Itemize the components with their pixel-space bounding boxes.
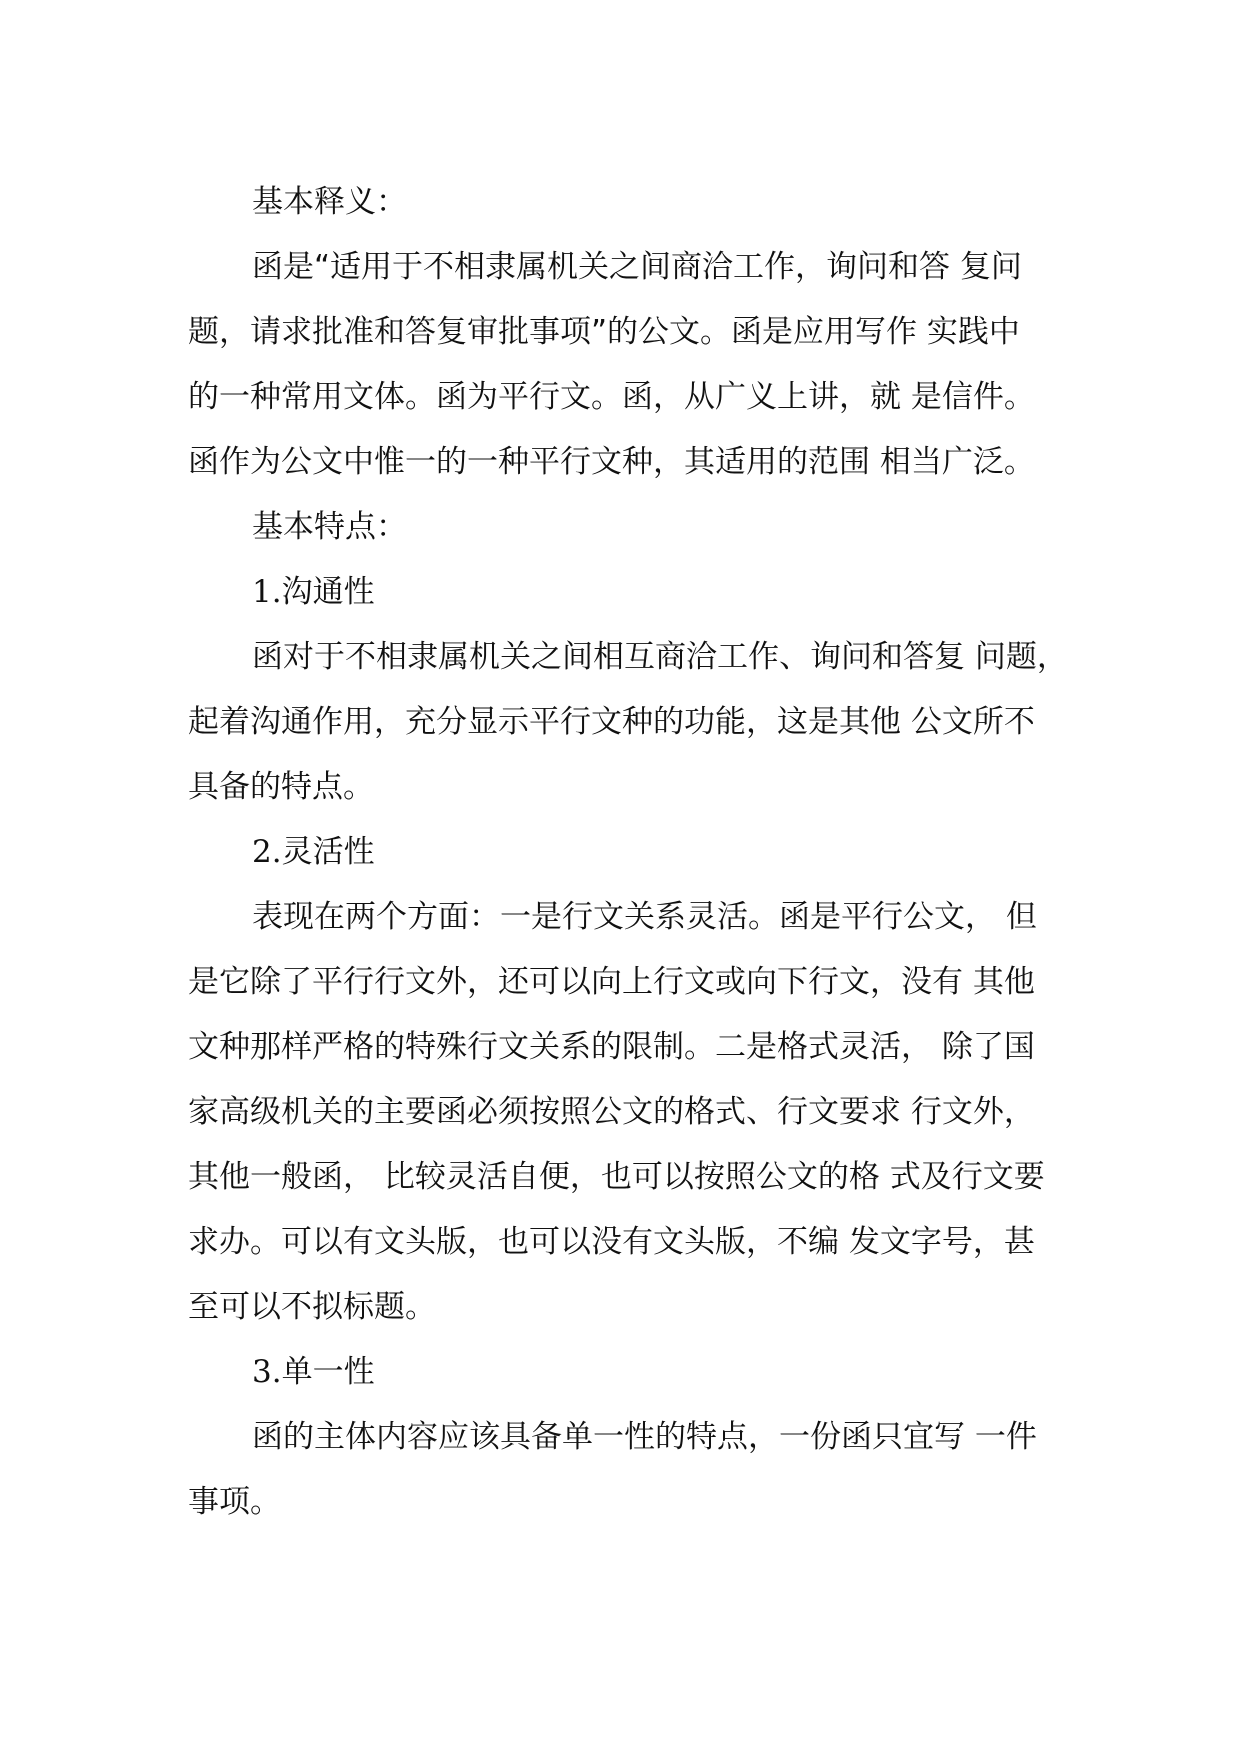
heading-features: 基本特点： [252,509,407,545]
feature-title: 沟通性 [281,574,375,610]
definition-line: 的一种常用文体。函为平行文。函，从广义上讲，就 是信件。 [188,379,1035,415]
feature-number: 2. [252,834,282,870]
definition-line: 函是“适用于不相隶属机关之间商洽工作，询问和答 复问 [252,249,1022,285]
feature-2-line: 文种那样严格的特殊行文关系的限制。二是格式灵活， 除了国 [188,1029,1035,1065]
document-body [188,170,1108,1535]
definition-line: 题，请求批准和答复审批事项”的公文。函是应用写作 实践中 [188,314,1020,350]
feature-2-line: 至可以不拟标题。 [188,1289,436,1325]
feature-title: 单一性 [281,1354,375,1390]
feature-2-line: 表现在两个方面：一是行文关系灵活。函是平行公文， 但 [252,899,1037,935]
feature-3-line: 函的主体内容应该具备单一性的特点，一份函只宜写 一件 [252,1419,1037,1455]
feature-heading-2 [188,820,1108,885]
definition-line: 函作为公文中惟一的一种平行文种，其适用的范围 相当广泛。 [188,444,1035,480]
feature-heading-3 [188,1340,1108,1405]
feature-1-line: 函对于不相隶属机关之间相互商洽工作、询问和答复 问题， [252,639,1068,675]
heading-definition: 基本释义： [252,184,407,220]
feature-2-line: 求办。可以有文头版，也可以没有文头版，不编 发文字号，甚 [188,1224,1035,1260]
feature-2-line: 家高级机关的主要函必须按照公文的格式、行文要求 行文外， [188,1094,1035,1130]
feature-2-line: 是它除了平行行文外，还可以向上行文或向下行文，没有 其他 [188,964,1035,1000]
feature-number: 1. [252,574,282,610]
feature-title: 灵活性 [281,834,375,870]
feature-3-line: 事项。 [188,1484,281,1520]
feature-heading-1 [188,560,1108,625]
feature-number: 3. [252,1354,282,1390]
feature-2-line: 其他一般函， 比较灵活自便，也可以按照公文的格 式及行文要 [188,1159,1045,1195]
feature-1-line: 起着沟通作用，充分显示平行文种的功能，这是其他 公文所不 [188,704,1035,740]
feature-1-line: 具备的特点。 [188,769,374,805]
